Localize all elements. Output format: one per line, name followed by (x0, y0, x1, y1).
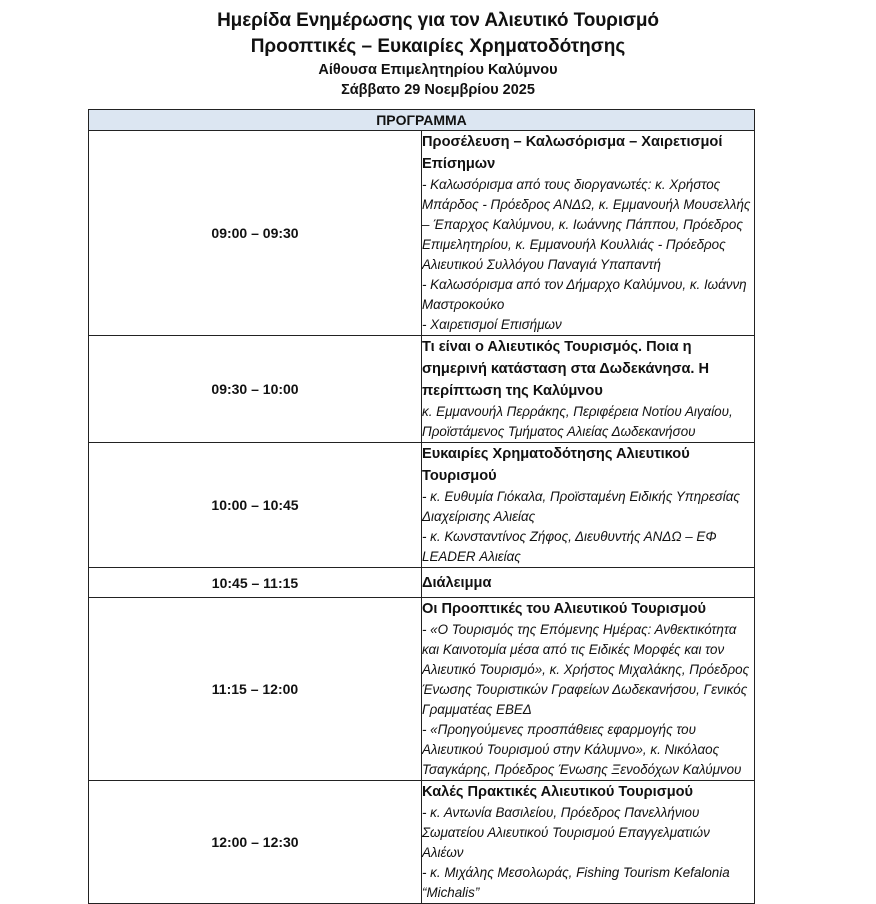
program-table (88, 109, 755, 904)
session-title: Οι Προοπτικές του Αλιευτικού Τουρισμού (422, 601, 707, 617)
session-title: Καλές Πρακτικές Αλιευτικού Τουρισμού (422, 784, 694, 800)
session-details (422, 598, 755, 781)
session-time: 09:30 – 10:00 (89, 336, 422, 443)
session-details (422, 131, 755, 336)
session-row (89, 131, 755, 336)
session-line: - Καλωσόρισμα από τους διοργανωτές: κ. Χρήστος Μπάρδος - Πρόεδρος ΑΝΔΩ, κ. Εμμανουήλ Μουσελλής – Έπαρχος Καλύμνου, κ. Ιωάννης Πάππου, Πρόεδρος Επιμελητηρίου, κ. Εμμανουήλ Κουλλιάς - Πρόεδρος Αλιευτικού Συλλόγου Παναγιά Υπαπαντή (422, 177, 751, 272)
session-title: Ευκαιρίες Χρηματοδότησης Αλιευτικού Τουρισμού (422, 446, 690, 484)
session-title: Προσέλευση – Καλωσόρισμα – Χαιρετισμοί Επίσημων (422, 134, 723, 172)
session-row (89, 443, 755, 568)
session-line: - κ. Μιχάλης Μεσολωράς, Fishing Tourism Kefalonia “Michalis” (422, 865, 730, 900)
session-line: - Καλωσόρισμα από τον Δήμαρχο Καλύμνου, κ. Ιωάννη Μαστροκούκο (422, 277, 747, 312)
session-line: - «Ο Τουρισμός της Επόμενης Ημέρας: Ανθεκτικότητα και Καινοτομία μέσα από τις Ειδικές Μορφές και τον Αλιευτικό Τουρισμό», κ. Χρήστος Μιχαλάκης, Πρόεδρος Ένωσης Τουριστικών Γραφείων Δωδεκανήσου, Γενικός Γραμματέας ΕΒΕΔ (422, 622, 750, 717)
session-details (422, 781, 755, 904)
session-details (422, 443, 755, 568)
document-header (0, 8, 876, 100)
session-time: 09:00 – 09:30 (89, 131, 422, 336)
program-heading-row (89, 110, 755, 131)
session-time: 11:15 – 12:00 (89, 598, 422, 781)
session-time: 10:45 – 11:15 (89, 568, 422, 598)
session-line: - «Προηγούμενες προσπάθειες εφαρμογής του Αλιευτικού Τουρισμού στην Κάλυμνο», κ. Νικόλαος Τσαγκάρης, Πρόεδρος Ένωσης Ξενοδόχων Καλύμνου (422, 722, 742, 777)
program-heading: ΠΡΟΓΡΑΜΜΑ (89, 110, 755, 131)
session-row (89, 781, 755, 904)
session-details (422, 336, 755, 443)
session-line: - κ. Κωνσταντίνος Ζήφος, Διευθυντής ΑΝΔΩ – ΕΦ LEADER Αλιείας (422, 529, 717, 564)
session-line: κ. Εμμανουήλ Περράκης, Περιφέρεια Νοτίου Αιγαίου, Προϊστάμενος Τμήματος Αλιείας Δωδεκανήσου (422, 404, 733, 439)
event-date: Σάββατο 29 Νοεμβρίου 2025 (341, 82, 535, 98)
session-row-break (89, 568, 755, 598)
session-title: Τι είναι ο Αλιευτικός Τουρισμός. Ποια η σημερινή κατάσταση στα Δωδεκάνησα. Η περίπτωση της Καλύμνου (422, 339, 710, 399)
session-details (422, 568, 755, 598)
session-time: 10:00 – 10:45 (89, 443, 422, 568)
event-title: Ημερίδα Ενημέρωσης για τον Αλιευτικό Τουρισμό (217, 10, 659, 31)
session-line: - Χαιρετισμοί Επισήμων (422, 317, 562, 332)
event-subtitle: Προοπτικές – Ευκαιρίες Χρηματοδότησης (250, 36, 626, 57)
session-title: Διάλειμμα (422, 574, 492, 591)
event-venue: Αίθουσα Επιμελητηρίου Καλύμνου (318, 62, 558, 78)
session-row (89, 336, 755, 443)
session-time: 12:00 – 12:30 (89, 781, 422, 904)
session-line: - κ. Ευθυμία Γιόκαλα, Προϊσταμένη Ειδικής Υπηρεσίας Διαχείρισης Αλιείας (422, 489, 740, 524)
session-line: - κ. Αντωνία Βασιλείου, Πρόεδρος Πανελλήνιου Σωματείου Αλιευτικού Τουρισμού Επαγγελματιών Αλιέων (422, 805, 710, 860)
session-row (89, 598, 755, 781)
